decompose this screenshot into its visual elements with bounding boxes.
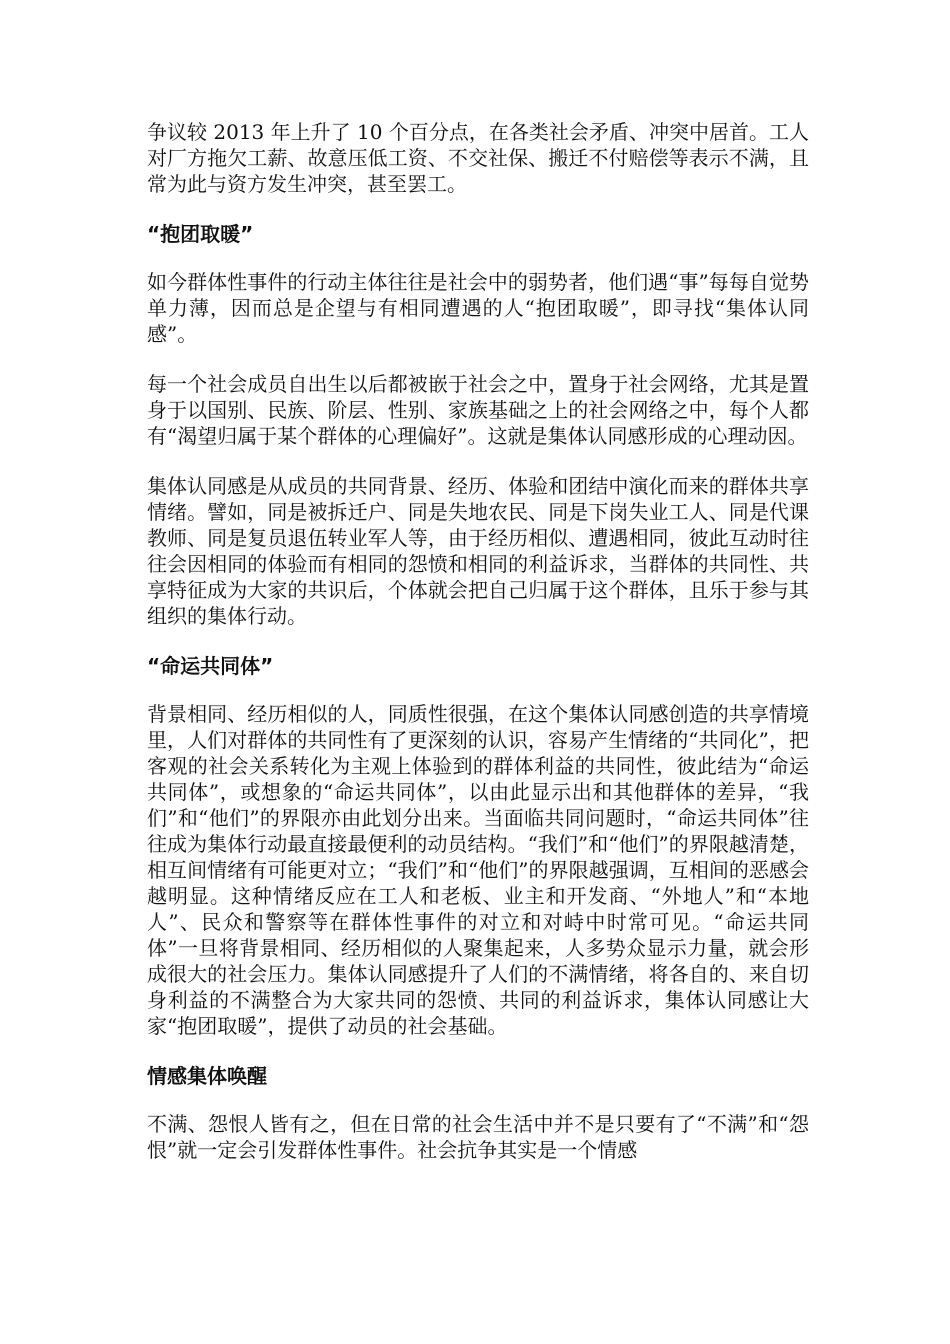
paragraph-social-network: 每一个社会成员自出生以后都被嵌于社会之中，置身于社会网络，尤其是置身于以国别、民族、阶层、性别、家族基础之上的社会网络之中，每个人都有“渴望归属于某个群体的心理偏好”。这就是集体认同感形成的心理动因。 <box>147 372 809 448</box>
paragraph-collective-identity: 集体认同感是从成员的共同背景、经历、体验和团结中演化而来的群体共享情绪。譬如，同是被拆迁户、同是失地农民、同是下岗失业工人、同是代课教师、同是复员退伍转业军人等，由于经历相似、遭遇相同，彼此互动时往往会因相同的体验而有相同的怨愤和相同的利益诉求，当群体的共同性、共享特征成为大家的共识后，个体就会把自己归属于这个群体，且乐于参与其组织的集体行动。 <box>147 474 809 628</box>
document-page <box>147 119 809 1187</box>
section-heading-emotional-arousal: 情感集体唤醒 <box>147 1064 267 1088</box>
section-heading-community-of-fate: “命运共同体” <box>147 654 274 678</box>
paragraph-us-and-them: 背景相同、经历相似的人，同质性很强，在这个集体认同感创造的共享情境里，人们对群体的共同性有了更深刻的认识，容易产生情绪的“共同化”，把客观的社会关系转化为主观上体验到的群体利益的共同性，彼此结为“命运共同体”，或想象的“命运共同体”，以由此显示出和其他群体的差异，“我们”和“他们”的界限亦由此划分出来。当面临共同问题时，“命运共同体”往往成为集体行动最直接最便利的动员结构。“我们”和“他们”的界限越清楚，相互间情绪有可能更对立；“我们”和“他们”的界限越强调，互相间的恶感会越明显。这种情绪反应在工人和老板、业主和开发商、“外地人”和“本地人”、民众和警察等在群体性事件的对立和对峙中时常可见。“命运共同体”一旦将背景相同、经历相似的人聚集起来，人多势众显示力量，就会形成很大的社会压力。集体认同感提升了人们的不满情绪，将各自的、来自切身利益的不满整合为大家共同的怨愤、共同的利益诉求，集体认同感让大家“抱团取暖”，提供了动员的社会基础。 <box>147 702 809 1038</box>
paragraph-labor-disputes: 争议较 2013 年上升了 10 个百分点，在各类社会矛盾、冲突中居首。工人对厂方拖欠工薪、故意压低工资、不交社保、搬迁不付赔偿等表示不满，且常为此与资方发生冲突，甚至罢工。 <box>147 120 809 196</box>
paragraph-vulnerable-groups: 如今群体性事件的行动主体往往是社会中的弱势者，他们遇“事”每每自觉势单力薄，因而总是企望与有相同遭遇的人“抱团取暖”，即寻找“集体认同感”。 <box>147 270 809 346</box>
paragraph-grievances: 不满、怨恨人皆有之，但在日常的社会生活中并不是只要有了“不满”和“怨恨”就一定会引发群体性事件。社会抗争其实是一个情感 <box>147 1112 809 1162</box>
section-heading-huddle-for-warmth: “抱团取暖” <box>147 222 254 246</box>
